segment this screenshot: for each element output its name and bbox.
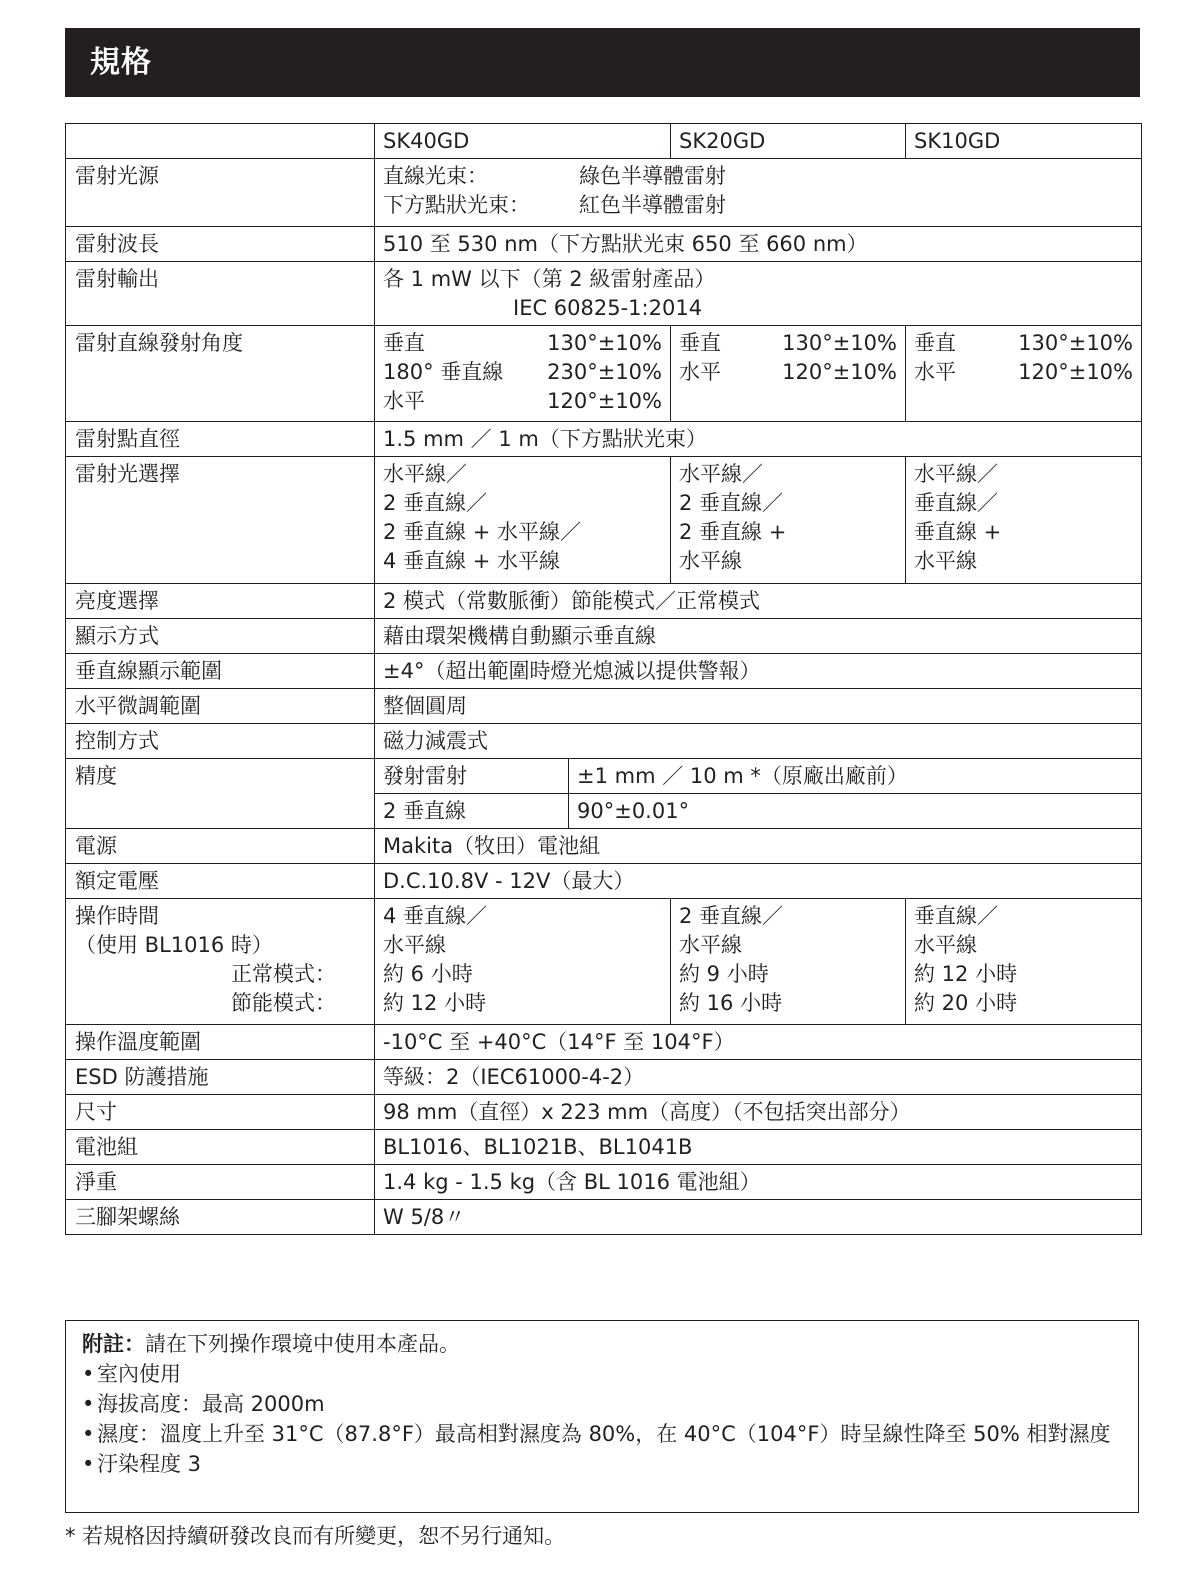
row-label: 精度 xyxy=(66,759,375,829)
row-label: 垂直線顯示範圍 xyxy=(66,654,375,689)
output-value: 各 1 mW 以下（第 2 級雷射產品） xyxy=(383,267,716,291)
row-label: 雷射輸出 xyxy=(66,262,375,326)
row-label: 亮度選擇 xyxy=(66,584,375,619)
row-label: 雷射光選擇 xyxy=(66,457,375,584)
table-row xyxy=(66,1130,1142,1165)
selection-line: 4 垂直線 + 水平線 xyxy=(383,549,560,573)
op-time-sk20 xyxy=(671,899,906,1025)
row-label: 尺寸 xyxy=(66,1095,375,1130)
accuracy-key: 2 垂直線 xyxy=(383,799,467,823)
selection-line: 2 垂直線／ xyxy=(679,491,784,515)
row-value xyxy=(375,159,1142,227)
row-label: 雷射光源 xyxy=(66,159,375,227)
row-value: 98 mm（直徑）x 223 mm（高度）（不包括突出部分） xyxy=(375,1095,1142,1130)
angle-value: 130°±10% xyxy=(1018,331,1133,355)
table-row xyxy=(66,619,1142,654)
row-value: 藉由環架機構自動顯示垂直線 xyxy=(375,619,1142,654)
row-value: W 5/8〃 xyxy=(375,1200,1142,1235)
output-standard: IEC 60825-1:2014 xyxy=(513,296,703,320)
selection-line: 2 垂直線／ xyxy=(383,491,488,515)
table-row xyxy=(66,864,1142,899)
row-label: ESD 防護措施 xyxy=(66,1060,375,1095)
note-intro: 請在下列操作環境中使用本產品。 xyxy=(145,1332,460,1356)
row-label: 電源 xyxy=(66,829,375,864)
note-heading xyxy=(82,1329,1122,1359)
table-row xyxy=(66,422,1142,457)
row-value: 2 模式（常數脈衝）節能模式／正常模式 xyxy=(375,584,1142,619)
table-row xyxy=(66,1165,1142,1200)
table-row xyxy=(66,899,1142,1025)
op-time-line: 約 12 小時 xyxy=(914,962,1018,986)
table-row xyxy=(66,326,1142,422)
op-time-line: 水平線 xyxy=(914,933,977,957)
op-time-line: 水平線 xyxy=(383,933,446,957)
line-beam-value: 綠色半導體雷射 xyxy=(579,164,726,188)
op-time-sk40 xyxy=(375,899,671,1025)
op-time-line: 約 16 小時 xyxy=(679,991,783,1015)
table-header-row xyxy=(66,124,1142,159)
accuracy-key: 發射雷射 xyxy=(375,759,568,794)
table-row xyxy=(66,262,1142,326)
point-beam-key: 下方點狀光束： xyxy=(383,193,530,217)
angle-value: 230°±10% xyxy=(547,360,662,384)
point-beam-value: 紅色半導體雷射 xyxy=(579,193,726,217)
angle-key: 180° 垂直線 xyxy=(383,360,504,384)
angle-key: 垂直 xyxy=(679,331,721,355)
accuracy-value: 90°±0.01° xyxy=(568,794,1141,828)
angle-key: 垂直 xyxy=(383,331,425,355)
angle-sk10 xyxy=(906,326,1142,422)
op-time-line: 約 20 小時 xyxy=(914,991,1018,1015)
row-value: 510 至 530 nm（下方點狀光束 650 至 660 nm） xyxy=(375,227,1142,262)
table-row xyxy=(66,227,1142,262)
selection-line: 2 垂直線 + 水平線／ xyxy=(383,520,581,544)
op-time-line: 垂直線／ xyxy=(914,904,998,928)
row-value: 1.5 mm ／ 1 m（下方點狀光束） xyxy=(375,422,1142,457)
selection-line: 水平線 xyxy=(679,549,742,573)
op-time-sub-label: （使用 BL1016 時） xyxy=(75,933,273,957)
angle-sk40 xyxy=(375,326,671,422)
table-row xyxy=(66,457,1142,584)
table-row xyxy=(66,1060,1142,1095)
op-time-line: 4 垂直線／ xyxy=(383,904,488,928)
table-row xyxy=(66,159,1142,227)
row-label: 雷射點直徑 xyxy=(66,422,375,457)
header-blank xyxy=(66,124,375,159)
row-label: 額定電壓 xyxy=(66,864,375,899)
selection-line: 2 垂直線 + xyxy=(679,520,787,544)
page-title: 規格 xyxy=(65,28,1140,97)
model-sk10gd: SK10GD xyxy=(906,124,1142,159)
row-value: D.C.10.8V - 12V（最大） xyxy=(375,864,1142,899)
op-time-label-cell xyxy=(66,899,375,1025)
row-label: 電池組 xyxy=(66,1130,375,1165)
op-time-line: 約 12 小時 xyxy=(383,991,487,1015)
selection-line: 水平線／ xyxy=(914,462,998,486)
spec-table xyxy=(65,123,1142,1235)
selection-line: 水平線／ xyxy=(383,462,467,486)
list-item: • 室內使用 xyxy=(82,1359,1122,1389)
table-row xyxy=(66,1025,1142,1060)
eco-mode-label: 節能模式： xyxy=(231,991,336,1015)
op-time-line: 水平線 xyxy=(679,933,742,957)
note-title: 附註： xyxy=(82,1332,145,1356)
normal-mode-label: 正常模式： xyxy=(231,962,336,986)
table-row xyxy=(66,759,1142,829)
accuracy-value xyxy=(375,759,1142,829)
op-time-line: 約 9 小時 xyxy=(679,962,769,986)
selection-sk40 xyxy=(375,457,671,584)
angle-key: 垂直 xyxy=(914,331,956,355)
row-value: ±4°（超出範圍時燈光熄滅以提供警報） xyxy=(375,654,1142,689)
row-value xyxy=(375,262,1142,326)
list-item: • 汙染程度 3 xyxy=(82,1449,1122,1479)
op-time-line: 約 6 小時 xyxy=(383,962,473,986)
angle-value: 130°±10% xyxy=(782,331,897,355)
selection-line: 垂直線／ xyxy=(914,491,998,515)
angle-value: 120°±10% xyxy=(547,389,662,413)
row-value: Makita（牧田）電池組 xyxy=(375,829,1142,864)
row-label: 三腳架螺絲 xyxy=(66,1200,375,1235)
line-beam-key: 直線光束： xyxy=(383,164,488,188)
row-label: 控制方式 xyxy=(66,724,375,759)
model-sk20gd: SK20GD xyxy=(671,124,906,159)
angle-value: 120°±10% xyxy=(782,360,897,384)
row-label: 操作溫度範圍 xyxy=(66,1025,375,1060)
table-row xyxy=(66,1200,1142,1235)
note-box xyxy=(65,1320,1139,1513)
model-sk40gd: SK40GD xyxy=(375,124,671,159)
table-row xyxy=(66,689,1142,724)
angle-key: 水平 xyxy=(914,360,956,384)
list-item: • 海拔高度：最高 2000m xyxy=(82,1389,1122,1419)
selection-line: 垂直線 + xyxy=(914,520,1002,544)
note-list xyxy=(82,1359,1122,1479)
row-label: 水平微調範圍 xyxy=(66,689,375,724)
selection-line: 水平線／ xyxy=(679,462,763,486)
row-value: -10°C 至 +40°C（14°F 至 104°F） xyxy=(375,1025,1142,1060)
table-row xyxy=(66,654,1142,689)
selection-sk10 xyxy=(906,457,1142,584)
op-time-line: 2 垂直線／ xyxy=(679,904,784,928)
row-value: 等級：2（IEC61000-4-2） xyxy=(375,1060,1142,1095)
row-label: 雷射直線發射角度 xyxy=(66,326,375,422)
row-label: 雷射波長 xyxy=(66,227,375,262)
op-time-sk10 xyxy=(906,899,1142,1025)
table-row xyxy=(66,584,1142,619)
row-label: 顯示方式 xyxy=(66,619,375,654)
angle-sk20 xyxy=(671,326,906,422)
row-value: 整個圓周 xyxy=(375,689,1142,724)
selection-line: 水平線 xyxy=(914,549,977,573)
row-label: 操作時間 xyxy=(75,904,159,928)
row-value: 1.4 kg - 1.5 kg（含 BL 1016 電池組） xyxy=(375,1165,1142,1200)
footer-note: * 若規格因持續研發改良而有所變更，恕不另行通知。 xyxy=(65,1524,566,1548)
row-value: BL1016、BL1021B、BL1041B xyxy=(375,1130,1142,1165)
angle-key: 水平 xyxy=(383,389,425,413)
table-row xyxy=(66,1095,1142,1130)
table-row xyxy=(66,829,1142,864)
list-item: • 濕度：溫度上升至 31°C（87.8°F）最高相對濕度為 80%，在 40°C（104°F）時呈線性降至 50% 相對濕度 xyxy=(82,1419,1122,1449)
table-row xyxy=(66,724,1142,759)
accuracy-value: ±1 mm ／ 10 m *（原廠出廠前） xyxy=(568,759,1141,794)
selection-sk20 xyxy=(671,457,906,584)
row-value: 磁力減震式 xyxy=(375,724,1142,759)
angle-value: 120°±10% xyxy=(1018,360,1133,384)
row-label: 淨重 xyxy=(66,1165,375,1200)
angle-key: 水平 xyxy=(679,360,721,384)
angle-value: 130°±10% xyxy=(547,331,662,355)
